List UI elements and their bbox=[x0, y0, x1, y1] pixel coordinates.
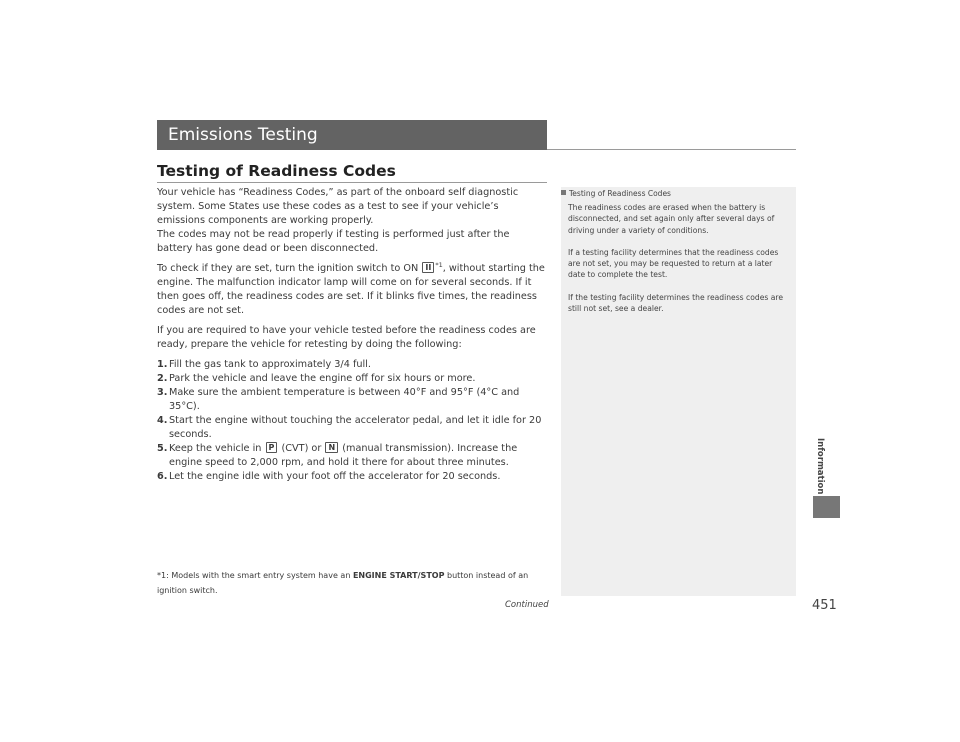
list-item: 4. Start the engine without touching the accelerator pedal, and let it idle for 20 seconds. bbox=[157, 415, 542, 440]
side-tab-label: Information bbox=[815, 438, 825, 495]
intro-paragraph-4: If you are required to have your vehicle tested before the readiness codes are ready, prepare the vehicle for retesting by doing the following: bbox=[157, 325, 536, 350]
sidebar-body bbox=[568, 202, 788, 325]
note-marker-icon bbox=[561, 190, 566, 195]
sidebar-paragraph: If a testing facility determines that the readiness codes are not set, you may be requested to return at a later date to complete the test. bbox=[568, 247, 779, 280]
list-item: 6. Let the engine idle with your foot off the accelerator for 20 seconds. bbox=[157, 471, 501, 482]
footnote: *1: Models with the smart entry system have an ENGINE START/STOP button instead of an ignition switch. bbox=[157, 571, 529, 595]
sidebar-title: Testing of Readiness Codes bbox=[561, 188, 796, 199]
header-rule bbox=[547, 149, 796, 150]
sidebar-paragraph: If the testing facility determines the readiness codes are still not set, see a dealer. bbox=[568, 292, 784, 314]
list-item: 5. Keep the vehicle in P (CVT) or N (manual transmission). Increase the engine speed to 2,000 rpm, and hold it there for about three minutes. bbox=[157, 443, 518, 468]
section-title: Emissions Testing bbox=[157, 120, 547, 150]
ignition-on-key-icon: II bbox=[422, 262, 434, 273]
sidebar-paragraph: The readiness codes are erased when the battery is disconnected, and set again only after several days of driving under a variety of conditions. bbox=[568, 203, 775, 235]
list-item: 1. Fill the gas tank to approximately 3/4 full. bbox=[157, 359, 371, 370]
subtitle-rule bbox=[157, 182, 547, 183]
step-list bbox=[157, 358, 547, 484]
neutral-key-icon: N bbox=[325, 442, 338, 453]
page-subtitle: Testing of Readiness Codes bbox=[157, 162, 396, 180]
page-number: 451 bbox=[812, 598, 837, 613]
park-key-icon: P bbox=[266, 442, 278, 453]
list-item: 2. Park the vehicle and leave the engine off for six hours or more. bbox=[157, 373, 476, 384]
main-content bbox=[157, 186, 547, 484]
list-item: 3. Make sure the ambient temperature is between 40°F and 95°F (4°C and 35°C). bbox=[157, 387, 520, 412]
intro-paragraph-1: Your vehicle has “Readiness Codes,” as part of the onboard self diagnostic system. Some States use these codes as a test to see if your vehicle’s emissions components are working properly. The codes may not be read properly if testing is performed just after the battery has gone dead or been disconnected. bbox=[157, 187, 519, 254]
side-tab-marker bbox=[813, 496, 840, 518]
continued-label: Continued bbox=[505, 600, 549, 610]
intro-paragraph-3: To check if they are set, turn the ignition switch to ON II $^{*1}$, without starting the engine. The malfunction indicator lamp will come on for several seconds. If it then goes off, the readiness codes are set. If it blinks five times, the readiness codes are not set. bbox=[157, 260, 545, 316]
footnote-ref: *1 bbox=[435, 260, 443, 269]
